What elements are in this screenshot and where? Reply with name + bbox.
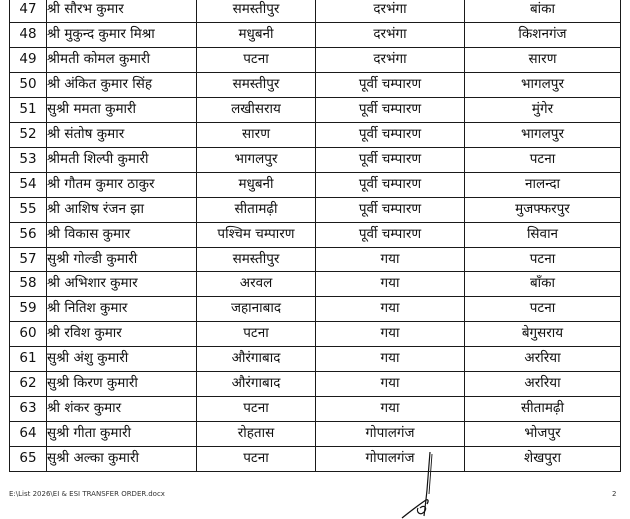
transfer-district-cell: किशनगंज <box>465 22 621 47</box>
employee-name-cell: सुश्री अल्का कुमारी <box>47 447 197 472</box>
serial-number-cell: 53 <box>10 147 47 172</box>
table-row <box>10 72 621 97</box>
table-row <box>10 147 621 172</box>
current-district-cell: दरभंगा <box>316 47 465 72</box>
employee-name-cell: श्रीमती कोमल कुमारी <box>47 47 197 72</box>
home-district-cell: जहानाबाद <box>197 297 316 322</box>
serial-number-cell: 49 <box>10 47 47 72</box>
current-district-cell: गया <box>316 247 465 272</box>
home-district-cell: पटना <box>197 447 316 472</box>
employee-name-cell: श्री अंकित कुमार सिंह <box>47 72 197 97</box>
table-row <box>10 47 621 72</box>
employee-name-cell: श्री मुकुन्द कुमार मिश्रा <box>47 22 197 47</box>
current-district-cell: पूर्वी चम्पारण <box>316 197 465 222</box>
transfer-district-cell: भोजपुर <box>465 422 621 447</box>
transfer-table-body <box>10 0 621 472</box>
employee-name-cell: सुश्री ममता कुमारी <box>47 97 197 122</box>
transfer-table <box>9 0 621 472</box>
current-district-cell: दरभंगा <box>316 22 465 47</box>
serial-number-cell: 57 <box>10 247 47 272</box>
current-district-cell: गया <box>316 372 465 397</box>
current-district-cell: पूर्वी चम्पारण <box>316 222 465 247</box>
table-row <box>10 172 621 197</box>
table-row <box>10 247 621 272</box>
home-district-cell: मधुबनी <box>197 172 316 197</box>
home-district-cell: सीतामढ़ी <box>197 197 316 222</box>
table-row <box>10 0 621 22</box>
employee-name-cell: श्री रविश कुमार <box>47 322 197 347</box>
current-district-cell: पूर्वी चम्पारण <box>316 147 465 172</box>
current-district-cell: पूर्वी चम्पारण <box>316 97 465 122</box>
home-district-cell: पटना <box>197 322 316 347</box>
serial-number-cell: 51 <box>10 97 47 122</box>
table-row <box>10 447 621 472</box>
transfer-district-cell: मुंगेर <box>465 97 621 122</box>
current-district-cell: पूर्वी चम्पारण <box>316 122 465 147</box>
table-row <box>10 397 621 422</box>
home-district-cell: रोहतास <box>197 422 316 447</box>
home-district-cell: पटना <box>197 47 316 72</box>
current-district-cell: पूर्वी चम्पारण <box>316 172 465 197</box>
current-district-cell: गया <box>316 347 465 372</box>
current-district-cell: पूर्वी चम्पारण <box>316 72 465 97</box>
employee-name-cell: सुश्री किरण कुमारी <box>47 372 197 397</box>
transfer-district-cell: पटना <box>465 297 621 322</box>
transfer-district-cell: बेगुसराय <box>465 322 621 347</box>
serial-number-cell: 55 <box>10 197 47 222</box>
home-district-cell: भागलपुर <box>197 147 316 172</box>
home-district-cell: समस्तीपुर <box>197 0 316 22</box>
serial-number-cell: 56 <box>10 222 47 247</box>
employee-name-cell: श्री आशिष रंजन झा <box>47 197 197 222</box>
transfer-district-cell: बांका <box>465 0 621 22</box>
serial-number-cell: 59 <box>10 297 47 322</box>
employee-name-cell: श्रीमती शिल्पी कुमारी <box>47 147 197 172</box>
transfer-district-cell: भागलपुर <box>465 122 621 147</box>
transfer-district-cell: अररिया <box>465 347 621 372</box>
serial-number-cell: 48 <box>10 22 47 47</box>
home-district-cell: पश्चिम चम्पारण <box>197 222 316 247</box>
table-row <box>10 97 621 122</box>
transfer-district-cell: अररिया <box>465 372 621 397</box>
employee-name-cell: श्री संतोष कुमार <box>47 122 197 147</box>
serial-number-cell: 47 <box>10 0 47 22</box>
serial-number-cell: 64 <box>10 422 47 447</box>
employee-name-cell: श्री अभिशार कुमार <box>47 272 197 297</box>
table-row <box>10 422 621 447</box>
transfer-district-cell: सीतामढ़ी <box>465 397 621 422</box>
serial-number-cell: 62 <box>10 372 47 397</box>
current-district-cell: गया <box>316 272 465 297</box>
serial-number-cell: 61 <box>10 347 47 372</box>
table-row <box>10 222 621 247</box>
footer-file-path: E:\List 2026\EI & ESI TRANSFER ORDER.docx <box>9 490 165 498</box>
serial-number-cell: 50 <box>10 72 47 97</box>
employee-name-cell: श्री सौरभ कुमार <box>47 0 197 22</box>
transfer-district-cell: सिवान <box>465 222 621 247</box>
home-district-cell: समस्तीपुर <box>197 247 316 272</box>
serial-number-cell: 65 <box>10 447 47 472</box>
employee-name-cell: सुश्री गीता कुमारी <box>47 422 197 447</box>
table-row <box>10 372 621 397</box>
transfer-district-cell: सारण <box>465 47 621 72</box>
serial-number-cell: 60 <box>10 322 47 347</box>
table-row <box>10 347 621 372</box>
employee-name-cell: श्री नितिश कुमार <box>47 297 197 322</box>
table-row <box>10 322 621 347</box>
transfer-district-cell: भागलपुर <box>465 72 621 97</box>
employee-name-cell: श्री गौतम कुमार ठाकुर <box>47 172 197 197</box>
current-district-cell: गोपालगंज <box>316 447 465 472</box>
serial-number-cell: 52 <box>10 122 47 147</box>
serial-number-cell: 63 <box>10 397 47 422</box>
table-row <box>10 197 621 222</box>
current-district-cell: दरभंगा <box>316 0 465 22</box>
employee-name-cell: सुश्री गोल्डी कुमारी <box>47 247 197 272</box>
home-district-cell: समस्तीपुर <box>197 72 316 97</box>
current-district-cell: गोपालगंज <box>316 422 465 447</box>
table-row <box>10 122 621 147</box>
home-district-cell: सारण <box>197 122 316 147</box>
current-district-cell: गया <box>316 322 465 347</box>
home-district-cell: अरवल <box>197 272 316 297</box>
transfer-district-cell: शेखपुरा <box>465 447 621 472</box>
current-district-cell: गया <box>316 397 465 422</box>
footer-page-number: 2 <box>612 490 617 498</box>
serial-number-cell: 54 <box>10 172 47 197</box>
home-district-cell: लखीसराय <box>197 97 316 122</box>
handwritten-signature-icon <box>398 450 458 519</box>
home-district-cell: औरंगाबाद <box>197 347 316 372</box>
transfer-district-cell: बाँका <box>465 272 621 297</box>
table-row <box>10 22 621 47</box>
serial-number-cell: 58 <box>10 272 47 297</box>
employee-name-cell: श्री विकास कुमार <box>47 222 197 247</box>
transfer-district-cell: पटना <box>465 147 621 172</box>
current-district-cell: गया <box>316 297 465 322</box>
transfer-district-cell: मुजफ्फरपुर <box>465 197 621 222</box>
employee-name-cell: श्री शंकर कुमार <box>47 397 197 422</box>
transfer-district-cell: पटना <box>465 247 621 272</box>
table-row <box>10 297 621 322</box>
home-district-cell: पटना <box>197 397 316 422</box>
transfer-district-cell: नालन्दा <box>465 172 621 197</box>
home-district-cell: औरंगाबाद <box>197 372 316 397</box>
table-row <box>10 272 621 297</box>
home-district-cell: मधुबनी <box>197 22 316 47</box>
employee-name-cell: सुश्री अंशु कुमारी <box>47 347 197 372</box>
